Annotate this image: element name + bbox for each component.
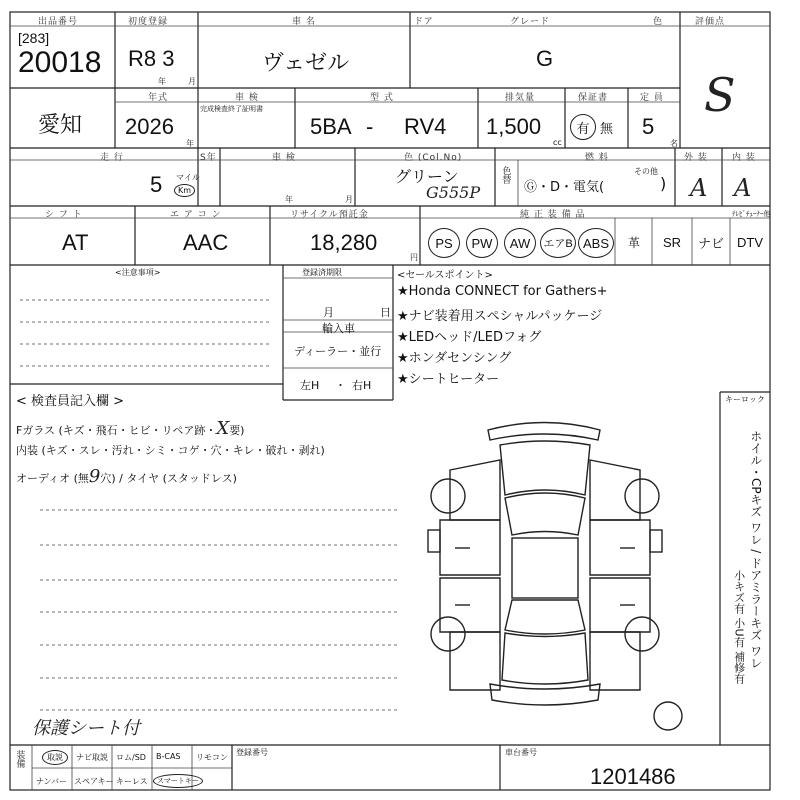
inspector-line1-mark: X: [216, 418, 230, 439]
history-label: S年: [200, 153, 217, 163]
inspection-label: 車 検: [235, 93, 259, 103]
equip-sr: SR: [662, 234, 682, 250]
warranty-yes: 有: [570, 114, 596, 140]
inspector-line3-end: 穴) / タイヤ (スタッドレス): [100, 472, 237, 485]
sales-point-4: ★ホンダセンシング: [397, 351, 512, 366]
shift: AT: [62, 230, 89, 255]
first-reg-value: R8 3: [128, 46, 175, 71]
legend-line2: 小キズ有 小U有 補修有: [732, 570, 746, 685]
import-label: 輸入車: [322, 322, 355, 335]
cc-unit: cc: [553, 138, 562, 147]
fuel-close: ): [660, 174, 667, 193]
footer-item-rom: ロム/SD: [116, 753, 146, 762]
sales-point-5: ★シートヒーター: [397, 372, 500, 387]
car-name-label: 車 名: [292, 17, 316, 27]
equip-ps: PS: [428, 228, 460, 258]
door-label: ドア: [414, 17, 434, 27]
steering-dot: ・: [335, 379, 346, 392]
grade-label: グレード: [510, 17, 551, 27]
tuner-label: ﾃﾚﾋﾞﾁｭｰﾅｰ他: [732, 210, 771, 218]
recycle-label: リサイクル預託金: [290, 210, 369, 220]
inspector-line3-text: オーディオ (無: [16, 472, 89, 485]
recycle: 18,280: [310, 230, 378, 255]
legend-line1: ホイル・CPキズ ワレ / ドアミラーキズ ワレ: [748, 430, 763, 669]
model-sep: -: [366, 114, 374, 139]
car-name: ヴェゼル: [262, 50, 350, 75]
color-code: G555P: [426, 183, 481, 202]
ac: AAC: [183, 230, 229, 255]
model-code: RV4: [404, 114, 447, 139]
warranty-label: 保証書: [578, 93, 609, 103]
color-label-top: 色: [653, 17, 664, 27]
interior: A: [734, 174, 752, 202]
notes-day: 日: [380, 306, 391, 319]
fuel-options: Ⓖ・D・電気(: [524, 180, 605, 195]
displacement: 1,500: [486, 114, 542, 139]
footer-item-manual: 取説: [42, 750, 68, 765]
footer-item-bcas: B-CAS: [156, 752, 181, 761]
score-label: 評価点: [695, 17, 726, 27]
lot-label: 出品番号: [38, 17, 79, 27]
lot-number: 20018: [18, 46, 102, 79]
warranty-no: 無: [600, 122, 614, 137]
mileage-label: 走 行: [100, 153, 124, 163]
yen-unit: 円: [410, 253, 418, 262]
shaken-label: 車 検: [272, 153, 296, 163]
inspector-line1-end: 要): [229, 424, 245, 437]
inspector-line1: [16, 418, 244, 439]
equip-navi: ナビ: [697, 235, 724, 251]
footer-item-spare-key: スペアキー: [74, 777, 114, 786]
inspector-line1-text: Fガラス (キズ・飛石・ヒビ・リペア跡・: [16, 424, 217, 437]
mileage: 5: [150, 172, 163, 197]
capacity-label: 定 員: [640, 93, 664, 103]
footer-item-navi-manual: ナビ取説: [76, 753, 108, 762]
color-change-label: 色替: [500, 166, 511, 184]
inspector-line2: 内装 (キズ・スレ・汚れ・シミ・コゲ・穴・キレ・破れ・剥れ): [16, 444, 325, 457]
equip-leather: 革: [627, 235, 640, 250]
exterior: A: [690, 174, 708, 202]
equip-airbag: エアB: [540, 228, 576, 258]
equip-label: 純 正 装 備 品: [520, 210, 586, 220]
color-col-label: 色 (Col.No): [404, 153, 463, 163]
footer-item-remote: リモコン: [196, 753, 228, 762]
footer-item-number: ナンバー: [36, 777, 68, 786]
shaken-month: 月: [345, 195, 353, 204]
inspection-sub: 完成検査終了証明書: [200, 105, 263, 113]
score: S: [704, 68, 736, 122]
capacity-unit: 名: [670, 139, 678, 148]
grade: G: [536, 46, 554, 71]
interior-label: 内 装: [732, 153, 756, 163]
model-year: 2026: [125, 114, 174, 139]
inspector-title: < 検査員記入欄 >: [16, 394, 125, 409]
footer-equip-label: 装備: [14, 750, 25, 768]
equip-abs: ABS: [578, 228, 614, 258]
displacement-label: 排気量: [505, 93, 536, 103]
keylock-label: キーロック: [725, 395, 765, 404]
exterior-label: 外 装: [684, 153, 708, 163]
equip-pw: PW: [466, 228, 498, 258]
region: 愛知: [38, 112, 83, 137]
lot-prefix: [283]: [18, 30, 50, 46]
handwritten-note: 保護シート付: [32, 718, 140, 739]
equip-dtv: DTV: [737, 234, 763, 250]
capacity: 5: [642, 114, 655, 139]
mileage-unit-km: Km: [174, 184, 195, 197]
sales-points-label: <セールスポイント>: [397, 270, 493, 281]
model-year-unit: 年: [186, 139, 194, 148]
fuel-other: その他: [634, 167, 658, 176]
dealer-label: ディーラー・並行: [294, 345, 382, 358]
model-year-label: 年式: [148, 93, 169, 103]
inspector-line3: [16, 466, 237, 487]
first-reg-year-unit: 年: [158, 77, 166, 86]
equip-aw: AW: [504, 228, 536, 258]
footer-item-keyless: キーレス: [116, 777, 148, 786]
ac-label: エ ア コ ン: [170, 210, 222, 220]
color-name: グリーン: [395, 169, 459, 186]
sales-point-3: ★LEDヘッド/LEDフォグ: [397, 330, 542, 345]
fuel-label: 燃 料: [585, 153, 609, 163]
first-reg-label: 初度登録: [128, 17, 169, 27]
footer-item-smart-key: スマートキー: [153, 774, 203, 788]
chassis-label: 車台番号: [505, 748, 537, 757]
sales-point-2: ★ナビ装着用スペシャルパッケージ: [397, 309, 603, 324]
first-reg-month-unit: 月: [188, 77, 196, 86]
mileage-unit: マイル: [176, 173, 200, 182]
sales-point-1: ★Honda CONNECT for Gathers+: [397, 284, 608, 299]
chassis-number: 1201486: [590, 764, 676, 789]
inspector-line3-mark: 9: [88, 466, 101, 487]
shift-label: シ フ ト: [45, 210, 83, 220]
reg-number-label: 登録番号: [236, 748, 268, 757]
shaken-year: 年: [285, 195, 293, 204]
steering-right: 右H: [352, 379, 372, 392]
notes-month: 月: [323, 306, 334, 319]
model-prefix: 5BA: [310, 114, 352, 139]
model-label: 型 式: [370, 93, 394, 103]
steering-left: 左H: [300, 379, 320, 392]
caution-label: <注意事項>: [115, 268, 161, 277]
registered-limit-label: 登録済期限: [302, 268, 342, 277]
